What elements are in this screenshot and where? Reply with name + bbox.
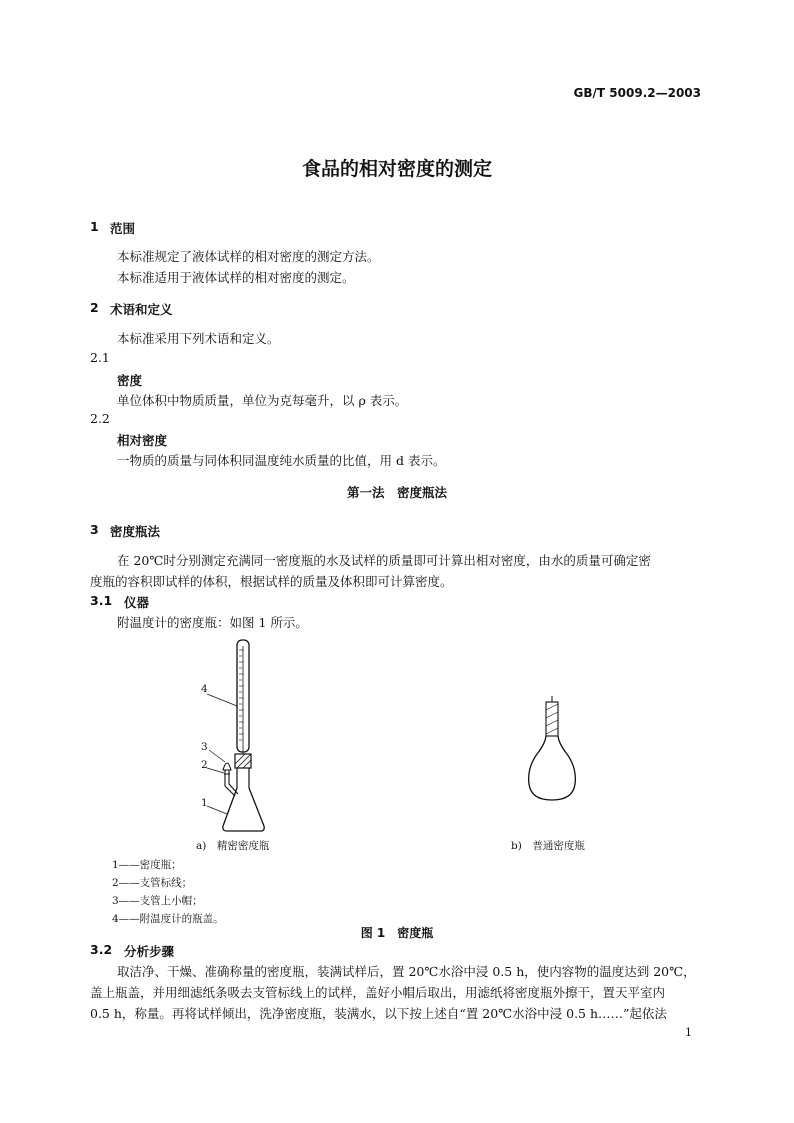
section-3-2-line-1: 取洁净、干燥、准确称量的密度瓶，装满试样后，置 20℃水浴中浸 0.5 h，使内容物的温度达到 20℃， bbox=[117, 964, 696, 979]
section-2-1-number: 2.1 bbox=[90, 350, 110, 365]
section-1-number: 1 bbox=[90, 219, 99, 234]
section-2-1-definition: 单位体积中物质质量，单位为克每毫升，以 ρ 表示。 bbox=[117, 393, 408, 408]
section-2-para: 本标准采用下列术语和定义。 bbox=[117, 331, 280, 346]
figure-label-2: 2 bbox=[201, 759, 208, 771]
section-1-para-1: 本标准规定了液体试样的相对密度的测定方法。 bbox=[117, 249, 380, 264]
ordinary-pycnometer-figure bbox=[525, 696, 585, 806]
section-3-para-line-1: 在 20℃时分别测定充满同一密度瓶的水及试样的质量即可计算出相对密度，由水的质量可确定密 bbox=[117, 553, 651, 568]
legend-item: 3——支管上小帽； bbox=[112, 895, 203, 907]
precision-pycnometer-figure bbox=[195, 636, 285, 836]
section-2-2-number: 2.2 bbox=[90, 411, 110, 426]
section-2-2-term: 相对密度 bbox=[117, 433, 168, 448]
legend-item: 2——支管标线； bbox=[112, 877, 193, 889]
section-3-1-para: 附温度计的密度瓶：如图 1 所示。 bbox=[117, 615, 308, 630]
legend-item: 4——附温度计的瓶盖。 bbox=[112, 913, 224, 925]
section-3-heading: 密度瓶法 bbox=[110, 524, 161, 539]
page-number: 1 bbox=[685, 1026, 692, 1039]
method-heading: 第一法 密度瓶法 bbox=[346, 485, 447, 500]
section-2-number: 2 bbox=[90, 300, 99, 315]
section-1-para-2: 本标准适用于液体试样的相对密度的测定。 bbox=[117, 270, 355, 285]
section-2-heading: 术语和定义 bbox=[110, 302, 173, 317]
page-title: 食品的相对密度的测定 bbox=[301, 158, 492, 180]
section-3-para-line-2: 度瓶的容积即试样的体积，根据试样的质量及体积即可计算密度。 bbox=[90, 574, 453, 589]
section-3-1-number: 3.1 bbox=[90, 593, 113, 608]
subfigure-a-caption: a) 精密密度瓶 bbox=[196, 840, 270, 852]
section-3-2-number: 3.2 bbox=[90, 942, 113, 957]
section-3-1-heading: 仪器 bbox=[124, 595, 150, 610]
section-3-number: 3 bbox=[90, 522, 99, 537]
section-2-1-term: 密度 bbox=[117, 373, 143, 388]
legend-item: 1——密度瓶； bbox=[112, 859, 182, 871]
section-2-2-definition: 一物质的质量与同体积同温度纯水质量的比值，用 d 表示。 bbox=[117, 453, 446, 468]
figure-caption: 图 1 密度瓶 bbox=[360, 926, 434, 940]
section-3-2-line-2: 盖上瓶盖，并用细滤纸条吸去支管标线上的试样，盖好小帽后取出，用滤纸将密度瓶外擦干，置天平室内 bbox=[90, 985, 666, 1000]
figure-label-4: 4 bbox=[201, 683, 208, 695]
figure-label-1: 1 bbox=[201, 797, 208, 809]
figure-label-3: 3 bbox=[201, 741, 208, 753]
section-3-2-line-3: 0.5 h，称量。再将试样倾出，洗净密度瓶，装满水，以下按上述自“置 20℃水浴中浸 0.5 h……”起依法 bbox=[90, 1006, 667, 1021]
section-1-heading: 范围 bbox=[110, 221, 136, 236]
section-3-2-heading: 分析步骤 bbox=[124, 944, 175, 959]
standard-number: GB/T 5009.2—2003 bbox=[573, 86, 701, 100]
subfigure-b-caption: b) 普通密度瓶 bbox=[511, 840, 585, 852]
